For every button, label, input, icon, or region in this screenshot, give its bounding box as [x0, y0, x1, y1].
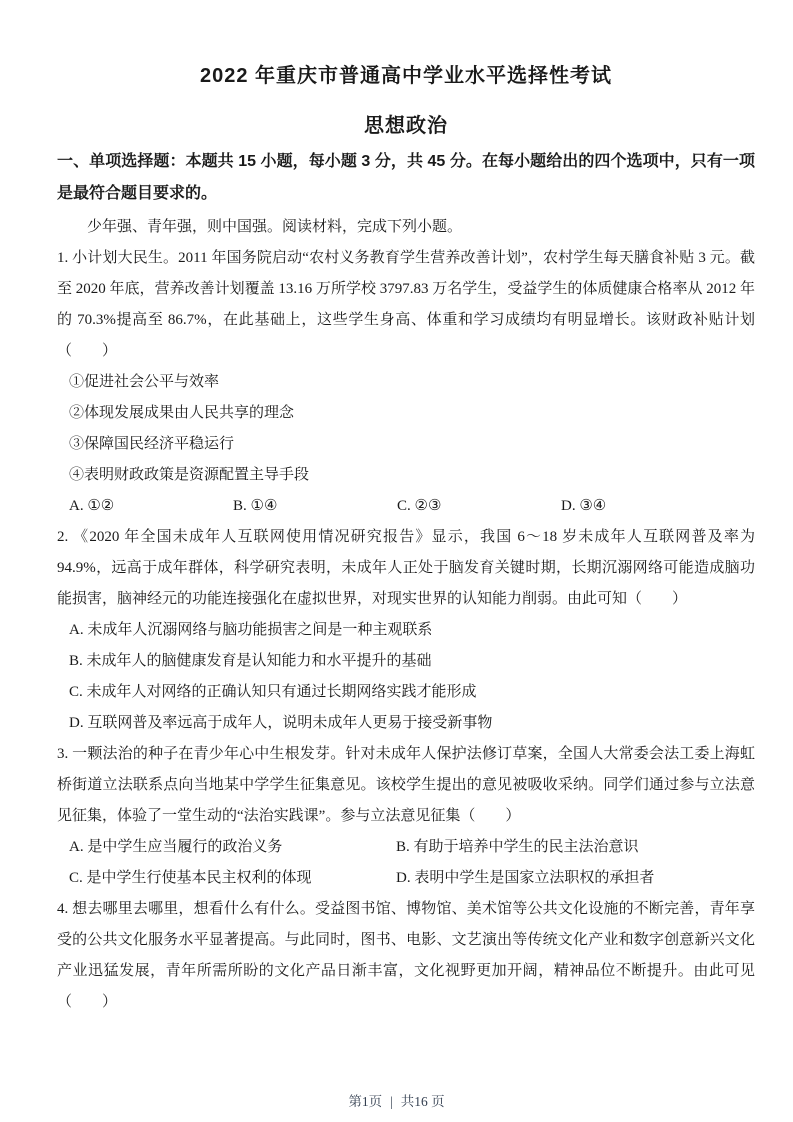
- question-3-stem: 3. 一颗法治的种子在青少年心中生根发芽。针对未成年人保护法修订草案，全国人大常委会法工委上海虹桥街道立法联系点向当地某中学学生征集意见。该校学生提出的意见被吸收采纳。同学们通过参与立法意见征集，体验了一堂生动的“法治实践课”。参与立法意见征集（ ）: [57, 746, 755, 824]
- page-footer: [0, 1090, 793, 1110]
- question-3-option-b: B. 有助于培养中学生的民主法治意识: [396, 839, 639, 855]
- question-2-option-c: C. 未成年人对网络的正确认知只有通过长期网络实践才能形成: [69, 684, 477, 700]
- question-3-options: [57, 832, 755, 894]
- question-2: [57, 522, 755, 739]
- question-1-subitem-3: ③保障国民经济平稳运行: [69, 436, 235, 452]
- question-1: [57, 243, 755, 522]
- question-1-subitem-1: ①促进社会公平与效率: [69, 374, 220, 390]
- reading-note: 少年强、青年强，则中国强。阅读材料，完成下列小题。: [87, 219, 463, 235]
- question-1-option-d: D. ③④: [561, 498, 607, 514]
- question-1-option-a: A. ①②: [69, 498, 115, 514]
- section-heading: 一、单项选择题：本题共 15 小题，每小题 3 分，共 45 分。在每小题给出的四个选项中，只有一项是最符合题目要求的。: [57, 153, 755, 202]
- question-1-option-b: B. ①④: [233, 498, 278, 514]
- question-1-stem: 1. 小计划大民生。2011 年国务院启动“农村义务教育学生营养改善计划”，农村学生每天膳食补贴 3 元。截至 2020 年底，营养改善计划覆盖 13.16 万所学校 3797.83 万名学生，受益学生的体质健康合格率从 2012 年的 70.3%提高至 86.7%，在此基础上，这些学生身高、体重和学习成绩均有明显增长。该财政补贴计划（ ）: [57, 250, 755, 359]
- footer-separator: |: [390, 1094, 393, 1109]
- question-4: [57, 894, 755, 1018]
- question-1-options: [57, 491, 755, 522]
- question-2-option-b: B. 未成年人的脑健康发育是认知能力和水平提升的基础: [69, 653, 432, 669]
- question-1-subitem-2: ②体现发展成果由人民共享的理念: [69, 405, 295, 421]
- question-3-option-d: D. 表明中学生是国家立法职权的承担者: [396, 870, 655, 886]
- question-3-option-a: A. 是中学生应当履行的政治义务: [69, 839, 283, 855]
- footer-page-number: 第1页: [348, 1094, 383, 1109]
- exam-subject-title: 思想政治: [364, 115, 448, 137]
- question-2-option-d: D. 互联网普及率远高于成年人，说明未成年人更易于接受新事物: [69, 715, 493, 731]
- footer-total-pages: 共16 页: [400, 1094, 445, 1109]
- question-2-stem: 2. 《2020 年全国未成年人互联网使用情况研究报告》显示，我国 6～18 岁未成年人互联网普及率为 94.9%，远高于成年群体，科学研究表明，未成年人正处于脑发育关键时期，长期沉溺网络可能造成脑功能损害，脑神经元的功能连接强化在虚拟世界，对现实世界的认知能力削弱。由此可知（ ）: [57, 529, 755, 607]
- question-3: [57, 739, 755, 894]
- question-2-option-a: A. 未成年人沉溺网络与脑功能损害之间是一种主观联系: [69, 622, 433, 638]
- exam-title: 2022 年重庆市普通高中学业水平选择性考试: [199, 65, 613, 87]
- question-1-option-c: C. ②③: [397, 498, 442, 514]
- question-3-option-c: C. 是中学生行使基本民主权利的体现: [69, 870, 312, 886]
- question-1-subitem-4: ④表明财政政策是资源配置主导手段: [69, 467, 310, 483]
- question-4-stem: 4. 想去哪里去哪里，想看什么有什么。受益图书馆、博物馆、美术馆等公共文化设施的不断完善，青年享受的公共文化服务水平显著提高。与此同时，图书、电影、文艺演出等传统文化产业和数字创意新兴文化产业迅猛发展，青年所需所盼的文化产品日渐丰富，文化视野更加开阔，精神品位不断提升。由此可见（ ）: [57, 901, 755, 1010]
